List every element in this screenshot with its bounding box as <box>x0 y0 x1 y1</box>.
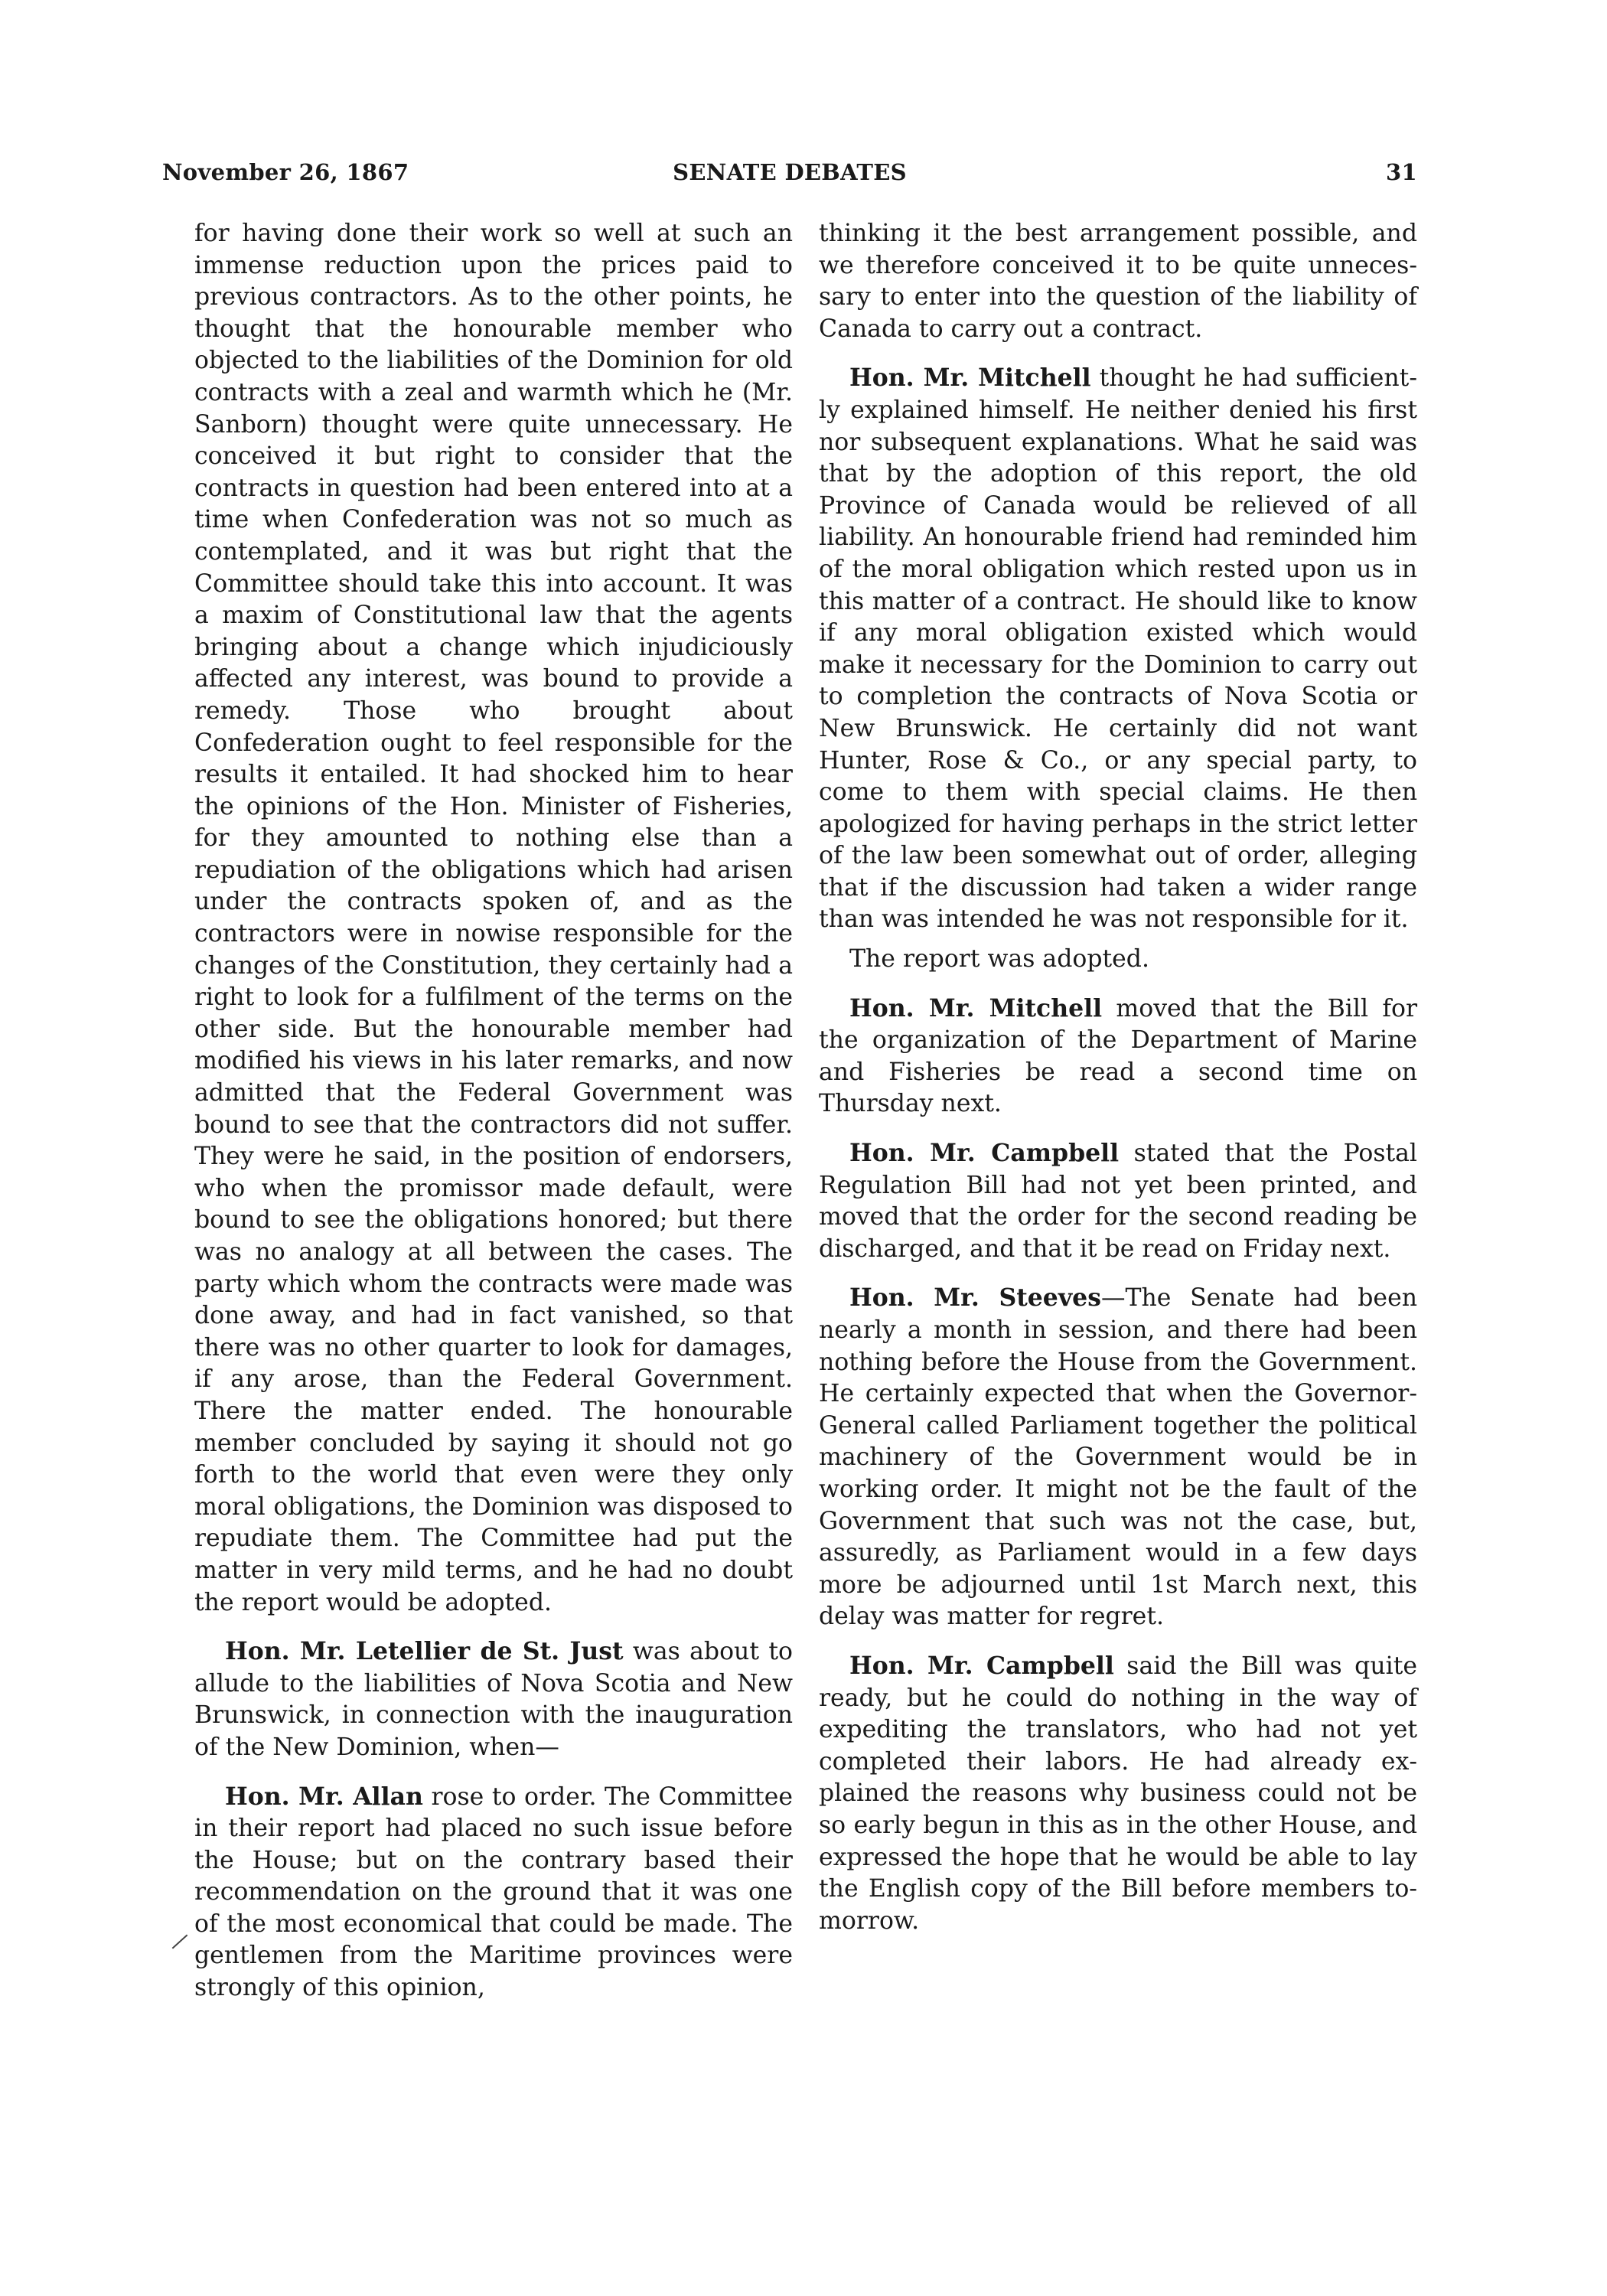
left-paragraph-1: for having done their work so well at such an immense reduction upon the prices paid to previous contractors. As to the other points, he thought that the honourable member who objected to the liabilities of the Dominion for old contracts with a zeal and warmth which he (Mr. Sanborn) thought were quite unnecessary. He conceived it but right to consider that the contracts in question had been entered into at a time when Confederation was not so much as contemplated, and it was but right that the Committee should take this into account. It was a maxim of Constitutional law that the agents bringing about a change which injudiciously affected any interest, was bound to provide a remedy. Those who brought about Confederation ought to feel responsible for the results it entailed. It had shocked him to hear the opinions of the Hon. Minister of Fisheries, for they amounted to nothing else than a repudiation of the obligations which had arisen under the contracts spoken of, and as the contractors were in nowise responsible for the changes of the Constitution, they certainly had a right to look for a fulfilment of the terms on the other side. But the honourable member had modified his views in his later remarks, and now admitted that the Federal Government was bound to see that the contractors did not suffer. They were he said, in the position of endorsers, who when the promissor made default, were bound to see the obligations honored; but there was no analogy at all between the cases. The party which whom the contracts were made was done away, and had in fact vanished, so that there was no other quarter to look for damages, if any arose, than the Federal Government. There the matter ended. The honourable member concluded by saying it should not go forth to the world that even were they only moral obligations, the Dominion was disposed to repudiate them. The Committee had put the matter in very mild terms, and he had no doubt the report would be adopted. <box>194 220 793 1616</box>
page-number: 31 <box>1386 159 1417 185</box>
right-paragraph-4 <box>819 993 1417 1120</box>
speech-text: was about to allude to the liabilities of Nova Scotia and New Brunswick, in connection with the inauguration of the New Dominion, when— <box>194 1638 793 1761</box>
page-header <box>162 159 1417 193</box>
right-paragraph-1: thinking it the best arrangement possible, and we therefore conceived it to be quite unnecessary to enter into the question of the liability of Canada to carry out a contract. <box>819 220 1417 343</box>
speaker-name: Hon. Mr. Campbell <box>849 1651 1114 1680</box>
speech-text: thought he had sufficiently explained himself. He neither denied his first nor subsequent explanations. What he said was that by the adoption of this report, the old Province of Canada would be relieved of all liability. An honourable friend had reminded him of the moral obligation which rested upon us in this matter of a contract. He should like to know if any moral obligation existed which would make it necessary for the Dominion to carry out to completion the contracts of Nova Scotia or New Brunswick. He certainly did not want Hunter, Rose & Co., or any special party, to come to them with special claims. He then apologized for having perhaps in the strict letter of the law been somewhat out of order, alleging that if the discussion had taken a wider range than was intended he was not responsible for it. <box>819 364 1417 934</box>
right-paragraph-3: The report was adopted. <box>849 945 1149 974</box>
left-paragraph-2 <box>194 1636 793 1763</box>
right-paragraph-6 <box>819 1282 1417 1633</box>
header-title: SENATE DEBATES <box>673 159 907 185</box>
left-paragraph-3 <box>194 1781 793 2004</box>
left-column <box>194 218 793 2004</box>
speaker-name: Hon. Mr. Letellier de St. Just <box>225 1637 624 1666</box>
speech-text: stated that the Postal Regulation Bill had not yet been printed, and moved that the order for the second reading be discharged, and that it be read on Friday next. <box>819 1140 1418 1263</box>
speaker-name: Hon. Mr. Mitchell <box>849 993 1103 1022</box>
header-date: November 26, 1867 <box>162 159 409 185</box>
speaker-name: Hon. Mr. Mitchell <box>849 364 1091 393</box>
right-column <box>819 218 1417 1937</box>
speech-text: —The Senate had been nearly a month in session, and there had been nothing before the House from the Government. He certainly expected that when the Governor-General called Parliament together the political machinery of the Government would be in working order. It might not be the fault of the Government that such was not the case, but, assuredly, as Parliament would in a few days more be adjourned until 1st March next, this delay was matter for regret. <box>819 1284 1417 1631</box>
speech-text: rose to order. The Committee in their report had placed no such issue before the House; but on the contrary based their recommendation on the ground that it was one of the most economical that could be made. The gentlemen from the Maritime provinces were strongly of this opinion, <box>194 1782 793 2002</box>
stray-pen-mark <box>172 1935 188 1949</box>
right-paragraph-7 <box>819 1650 1417 1937</box>
speech-text: said the Bill was quite ready, but he could do nothing in the way of expediting the translators, who had not yet completed their labors. He had already explained the reasons why business could not be so early begun in this as in the other House, and expressed the hope that he would be able to lay the English copy of the Bill before members to-morrow. <box>819 1652 1417 1935</box>
speech-text: moved that the Bill for the organization of the Department of Marine and Fisheries be read a second time on Thursday next. <box>819 994 1417 1118</box>
speaker-name: Hon. Mr. Allan <box>225 1782 423 1811</box>
speaker-name: Hon. Mr. Steeves <box>849 1283 1101 1313</box>
right-paragraph-5 <box>819 1137 1417 1265</box>
speaker-name: Hon. Mr. Campbell <box>849 1139 1120 1168</box>
right-paragraph-2 <box>819 362 1417 936</box>
